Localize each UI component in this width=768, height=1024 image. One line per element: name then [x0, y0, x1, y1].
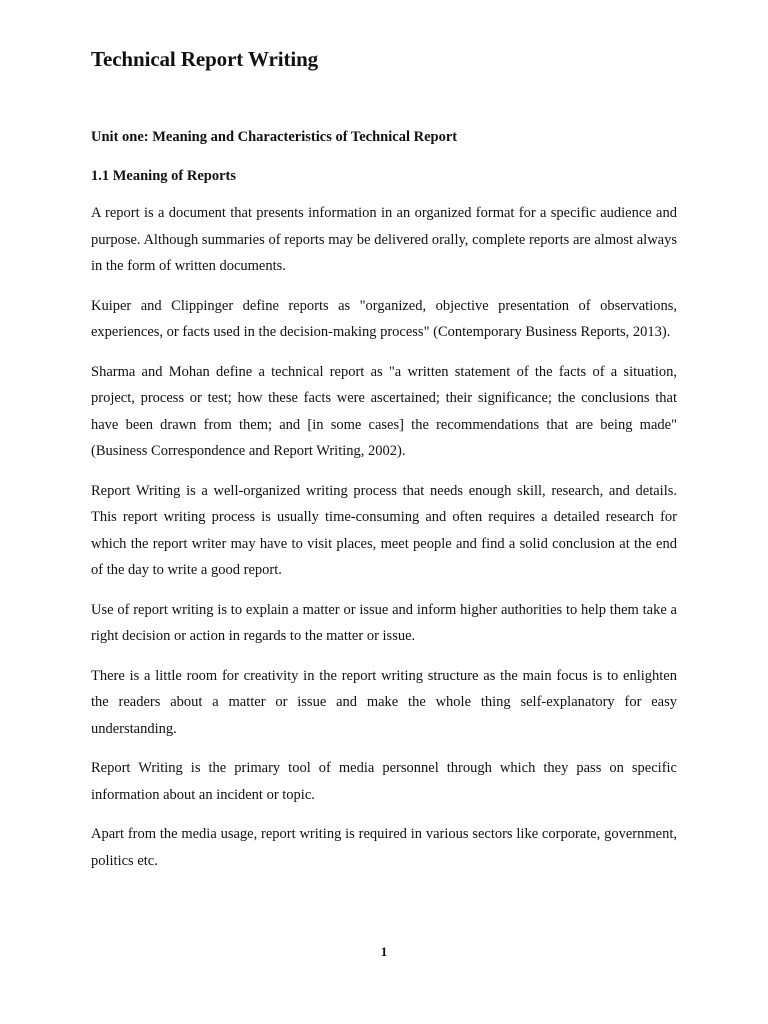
paragraph: Use of report writing is to explain a matter or issue and inform higher authorities to help them take a right decision or action in regards to the matter or issue.: [91, 601, 677, 644]
section-heading: 1.1 Meaning of Reports: [91, 168, 236, 184]
unit-heading: Unit one: Meaning and Characteristics of Technical Report: [91, 129, 458, 145]
paragraph: A report is a document that presents information in an organized format for a specific audience and purpose. Although summaries of reports may be delivered orally, complete reports are almost always in the form of written documents.: [91, 205, 677, 274]
body-text: [91, 200, 677, 874]
paragraph: Apart from the media usage, report writing is required in various sectors like corporate, government, politics etc.: [91, 826, 677, 869]
paragraph: Report Writing is a well-organized writing process that needs enough skill, research, and details. This report writing process is usually time-consuming and often requires a detailed research for which the report writer may have to visit places, meet people and find a solid conclusion at the end of the day to write a good report.: [91, 482, 677, 578]
page-number: 1: [380, 944, 388, 959]
paragraph: Report Writing is the primary tool of media personnel through which they pass on specific information about an incident or topic.: [91, 760, 677, 803]
paragraph: Sharma and Mohan define a technical report as "a written statement of the facts of a situation, project, process or test; how these facts were ascertained; their significance; the conclusions that have been drawn from them; and [in some cases] the recommendations that are being made" (Business Correspondence and Report Writing, 2002).: [91, 363, 677, 459]
paragraph: There is a little room for creativity in the report writing structure as the main focus is to enlighten the readers about a matter or issue and make the whole thing self-explanatory for easy understanding.: [91, 667, 677, 737]
page-content: [91, 44, 677, 887]
paragraph: Kuiper and Clippinger define reports as "organized, objective presentation of observations, experiences, or facts used in the decision-making process" (Contemporary Business Reports, 2013).: [91, 297, 677, 340]
document-title: Technical Report Writing: [91, 47, 319, 71]
